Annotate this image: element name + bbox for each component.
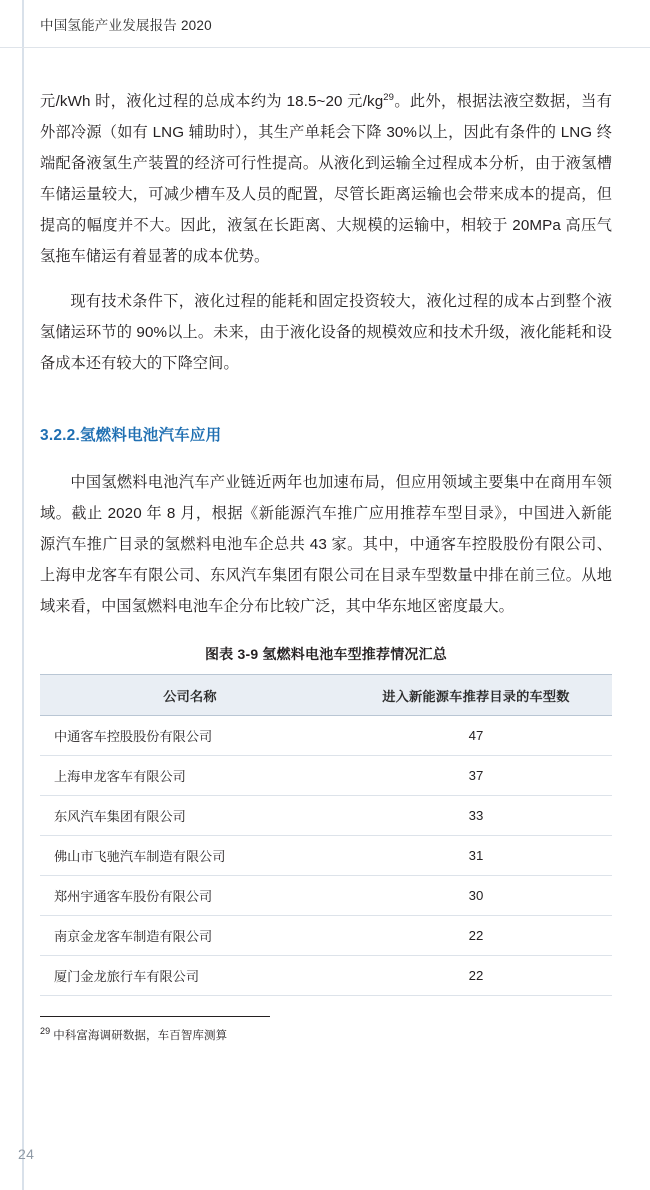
figure-3-9-table <box>40 674 612 996</box>
column-header-company: 公司名称 <box>40 675 340 716</box>
cell-count: 22 <box>340 916 612 956</box>
table-row <box>40 756 612 796</box>
paragraph-1-part-a: 元/kWh 时，液化过程的总成本约为 18.5~20 元/kg <box>40 93 384 110</box>
table-row <box>40 876 612 916</box>
cell-count: 33 <box>340 796 612 836</box>
footnote-marker-29: 29 <box>383 91 395 103</box>
cell-company: 东风汽车集团有限公司 <box>40 796 340 836</box>
table-body <box>40 716 612 996</box>
page-number: 24 <box>18 1146 35 1162</box>
spacer <box>40 272 612 286</box>
section-heading-3-2-2: 3.2.2.氢燃料电池汽车应用 <box>40 427 222 444</box>
cell-company: 南京金龙客车制造有限公司 <box>40 916 340 956</box>
cell-company: 佛山市飞驰汽车制造有限公司 <box>40 836 340 876</box>
cell-count: 31 <box>340 836 612 876</box>
paragraph-liquefaction-cost <box>40 86 612 272</box>
column-header-model-count: 进入新能源车推荐目录的车型数 <box>340 675 612 716</box>
spacer <box>40 379 612 401</box>
footnote-number: 29 <box>40 1026 51 1037</box>
cell-company: 中通客车控股股份有限公司 <box>40 716 340 756</box>
footnote-text: 中科富海调研数据，车百智库测算 <box>53 1030 228 1042</box>
page-header <box>0 0 650 48</box>
table-header <box>40 675 612 716</box>
cell-company: 上海申龙客车有限公司 <box>40 756 340 796</box>
table-row <box>40 836 612 876</box>
cell-count: 37 <box>340 756 612 796</box>
cell-count: 22 <box>340 956 612 996</box>
table-row <box>40 956 612 996</box>
figure-caption: 图表 3-9 氢燃料电池车型推荐情况汇总 <box>204 646 447 662</box>
cell-count: 47 <box>340 716 612 756</box>
cell-count: 30 <box>340 876 612 916</box>
page-content <box>40 86 612 1043</box>
spacer <box>40 401 612 423</box>
table-row <box>40 796 612 836</box>
paragraph-current-technology: 现有技术条件下，液化过程的能耗和固定投资较大，液化过程的成本占到整个液氢储运环节的 90%以上。未来，由于液化设备的规模效应和技术升级，液化能耗和设备成本还有较大的下降空间。 <box>40 293 612 372</box>
footnote-29 <box>40 1027 612 1043</box>
left-accent-rule <box>22 0 24 1190</box>
table-row <box>40 916 612 956</box>
cell-company: 厦门金龙旅行车有限公司 <box>40 956 340 996</box>
spacer <box>40 445 612 467</box>
paragraph-fuel-cell-vehicles: 中国氢燃料电池汽车产业链近两年也加速布局，但应用领域主要集中在商用车领域。截止 2020 年 8 月，根据《新能源汽车推广应用推荐车型目录》，中国进入新能源汽车推广目录的氢燃料电池车企总共 43 家。其中，中通客车控股股份有限公司、上海申龙客车有限公司、东风汽车集团有限公司在目录车型数量中排在前三位。从地域来看，中国氢燃料电池车企分布比较广泛，其中华东地区密度最大。 <box>40 474 612 615</box>
cell-company: 郑州宇通客车股份有限公司 <box>40 876 340 916</box>
footnote-separator <box>40 1016 270 1017</box>
spacer <box>40 622 612 644</box>
table-row <box>40 716 612 756</box>
paragraph-1-part-b: 。此外，根据法液空数据，当有外部冷源（如有 LNG 辅助时），其生产单耗会下降 30%以上，因此有条件的 LNG 终端配备液氢生产装置的经济可行性提高。从液化到运输全过程成本分析，由于液氢槽车储运量较大，可减少槽车及人员的配置，尽管长距离运输也会带来成本的提高，但提高的幅度并不大。因此，液氢在长距离、大规模的运输中，相较于 20MPa 高压气氢拖车储运有着显著的成本优势。 <box>40 93 612 265</box>
header-title: 中国氢能产业发展报告 2020 <box>40 18 212 33</box>
table-header-row <box>40 675 612 716</box>
